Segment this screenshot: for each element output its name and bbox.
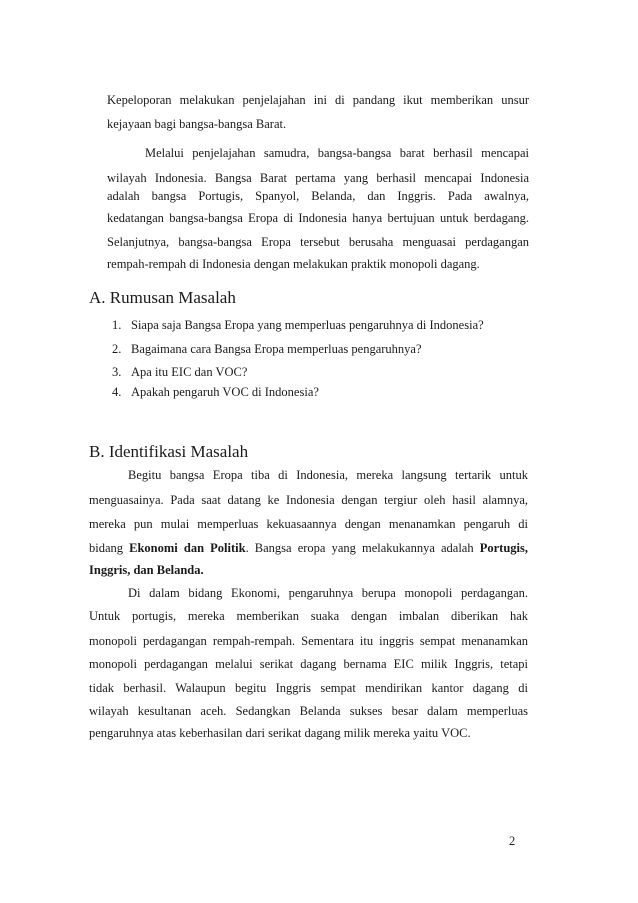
list-item-number: 4. [112, 385, 122, 399]
intro-line: kedatangan bangsa-bangsa Eropa di Indonesia hanya bertujuan untuk berdagang. [107, 211, 529, 225]
body-line: monopoli perdagangan rempah-rempah. Sementara itu inggris sempat menanamkan [89, 634, 528, 648]
body-line: tidak berhasil. Walaupun begitu Inggris sempat mendirikan kantor dagang di [89, 681, 528, 695]
intro-line: Melalui penjelajahan samudra, bangsa-bangsa barat berhasil mencapai [145, 146, 529, 160]
intro-line: wilayah Indonesia. Bangsa Barat pertama yang berhasil mencapai Indonesia [107, 171, 529, 185]
list-item-number: 1. [112, 318, 122, 332]
intro-line: Selanjutnya, bangsa-bangsa Eropa tersebut berusaha menguasai perdagangan [107, 235, 529, 249]
bold-text: Ekonomi dan Politik [129, 541, 246, 555]
body-line: wilayah kesultanan aceh. Sedangkan Belanda sukses besar dalam memperluas [89, 704, 528, 718]
list-item-number: 2. [112, 342, 122, 356]
list-item: Siapa saja Bangsa Eropa yang memperluas pengaruhnya di Indonesia? [131, 318, 484, 332]
body-line [89, 540, 528, 556]
body-text: bidang [89, 541, 130, 555]
body-line: Begitu bangsa Eropa tiba di Indonesia, mereka langsung tertarik untuk [128, 468, 528, 482]
body-line: menguasainya. Pada saat datang ke Indonesia dengan tergiur oleh hasil alamnya, [89, 493, 528, 507]
bold-text: Inggris, dan Belanda. [89, 563, 204, 577]
list-item: Bagaimana cara Bangsa Eropa memperluas pengaruhnya? [131, 342, 422, 356]
section-a-title: A. Rumusan Masalah [89, 288, 236, 307]
body-line [89, 562, 204, 578]
intro-line: rempah-rempah di Indonesia dengan melakukan praktik monopoli dagang. [107, 257, 480, 271]
body-text: . Bangsa eropa yang melakukannya adalah [245, 541, 480, 555]
body-line: pengaruhnya atas keberhasilan dari serikat dagang milik mereka yaitu VOC. [89, 726, 471, 740]
list-item-number: 3. [112, 365, 122, 379]
body-line: monopoli perdagangan melalui serikat dagang bernama EIC milik Inggris, tetapi [89, 657, 528, 671]
intro-line: adalah bangsa Portugis, Spanyol, Belanda, dan Inggris. Pada awalnya, [107, 189, 529, 203]
page-number: 2 [509, 834, 516, 848]
bold-text: Portugis, [479, 541, 528, 555]
body-line: Untuk portugis, mereka memberikan suaka dengan imbalan diberikan hak [89, 609, 528, 623]
list-item: Apa itu EIC dan VOC? [131, 365, 248, 379]
body-line: mereka pun mulai memperluas kekuasaannya dengan menanamkan pengaruh di [89, 517, 528, 531]
intro-line: Kepeloporan melakukan penjelajahan ini di pandang ikut memberikan unsur [107, 93, 529, 107]
section-b-title: B. Identifikasi Masalah [89, 442, 249, 461]
body-line: Di dalam bidang Ekonomi, pengaruhnya berupa monopoli perdagangan. [128, 586, 528, 600]
intro-line: kejayaan bagi bangsa-bangsa Barat. [107, 117, 287, 131]
list-item: Apakah pengaruh VOC di Indonesia? [131, 385, 319, 399]
